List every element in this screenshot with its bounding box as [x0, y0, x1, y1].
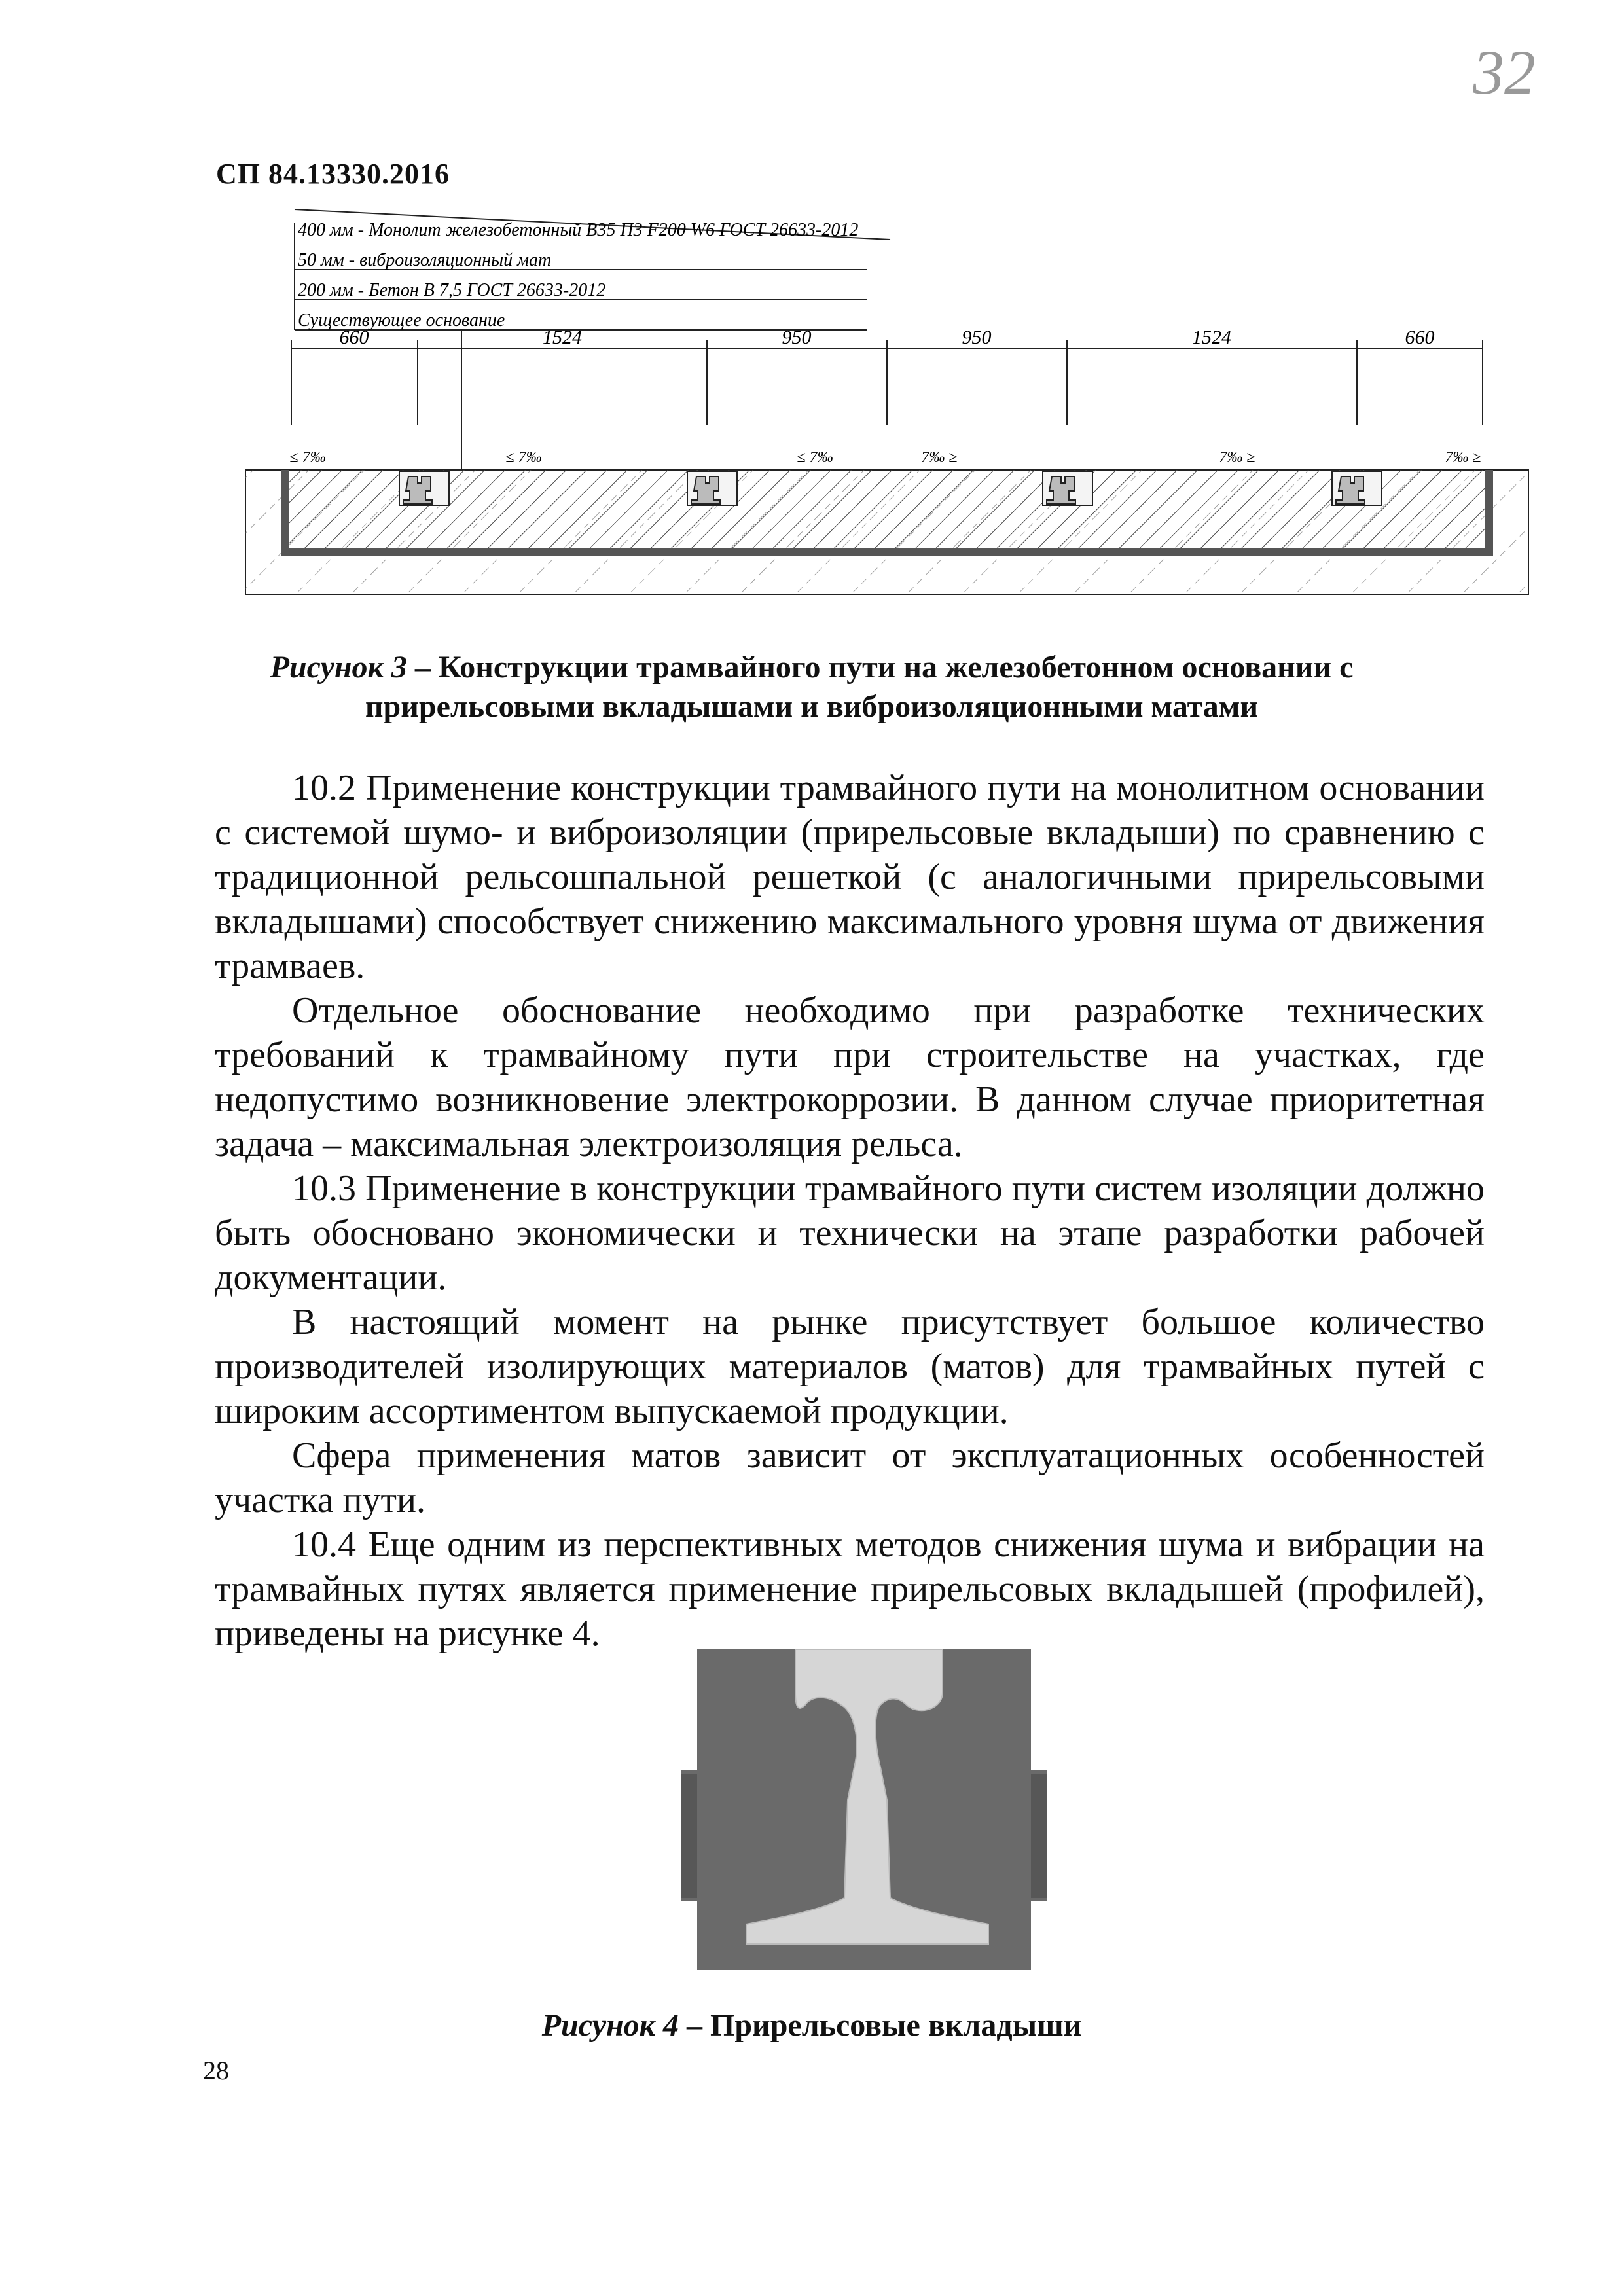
figure-3-caption — [216, 648, 1407, 726]
legend-line-2: 50 мм - виброизоляционный мат — [298, 250, 552, 270]
standard-header: СП 84.13330.2016 — [216, 158, 450, 190]
paragraph-10-4: 10.4 Еще одним из перспективных методов снижения шума и вибрации на трамвайных путях является применение прирельсовых вкладышей (профилей), приведены на рисунке 4. — [215, 1524, 1485, 1654]
dimension-label: 1524 — [543, 327, 582, 348]
rail-insert-photo — [681, 1649, 1047, 2003]
track-cross-section-drawing — [236, 209, 1538, 628]
handwritten-page-mark: 32 — [1473, 37, 1536, 107]
dimension-ticks — [291, 340, 1483, 425]
rail-insert — [1043, 471, 1092, 505]
slope-mark: ≤ 7‰ — [797, 449, 833, 466]
slope-mark: 7‰ ≥ — [1219, 449, 1255, 466]
figure-3 — [236, 209, 1538, 632]
rail-insert — [687, 471, 737, 505]
slope-mark: ≤ 7‰ — [289, 449, 326, 466]
slope-mark: 7‰ ≥ — [921, 449, 958, 466]
slope-mark: 7‰ ≥ — [1445, 449, 1481, 466]
rail-insert — [399, 471, 449, 505]
paragraph-10-3: 10.3 Применение в конструкции трамвайного пути систем изоляции должно быть обосновано экономически и технически на этапе разработки рабочей документации. — [215, 1168, 1485, 1298]
dimension-label: 950 — [962, 327, 992, 348]
body-text — [215, 766, 1485, 1656]
rail-insert — [1332, 471, 1382, 505]
paragraph-electrocorrosion: Отдельное обоснование необходимо при разработке технических требований к трамвайному пути при строительстве на участках, где недопустимо возникновение электрокоррозии. В данном случае приоритетная задача – максимальная электроизоляция рельса. — [215, 990, 1485, 1164]
figure-4-caption-text: – Прирельсовые вкладыши — [679, 2008, 1082, 2043]
figure-4-caption — [216, 2006, 1407, 2045]
dimension-label: 1524 — [1192, 327, 1231, 348]
paragraph-mats-scope: Сфера применения матов зависит от эксплуатационных особенностей участка пути. — [215, 1435, 1485, 1520]
figure-3-caption-text: – Конструкции трамвайного пути на железобетонном основании с прирельсовыми вкладышами и виброизоляционными матами — [365, 650, 1354, 724]
monolith-layer — [285, 470, 1489, 548]
legend-line-3: 200 мм - Бетон В 7,5 ГОСТ 26633-2012 — [298, 280, 606, 300]
figure-4 — [681, 1649, 1047, 2006]
paragraph-10-2: 10.2 Применение конструкции трамвайного пути на монолитном основании с системой шумо- и виброизоляции (прирельсовые вкладыши) по сравнению с традиционной рельсошпальной решеткой (с аналогичными прирельсовыми вкладышами) способствует снижению максимального уровня шума от движения трамваев. — [215, 768, 1485, 986]
dimension-label: 660 — [1405, 327, 1435, 348]
legend-line-1: 400 мм - Монолит железобетонный В35 П3 F200 W6 ГОСТ 26633-2012 — [298, 220, 859, 240]
page-number: 28 — [203, 2056, 229, 2085]
dimension-label: 950 — [782, 327, 812, 348]
figure-3-caption-prefix: Рисунок 3 — [270, 650, 407, 685]
dimension-label: 660 — [339, 327, 369, 348]
paragraph-market: В настоящий момент на рынке присутствует большое количество производителей изолирующих материалов (матов) для трамвайных путей с широким ассортиментом выпускаемой продукции. — [215, 1302, 1485, 1431]
legend-line-4: Существующее основание — [298, 310, 505, 331]
slope-mark: ≤ 7‰ — [505, 449, 542, 466]
figure-4-caption-prefix: Рисунок 4 — [541, 2008, 679, 2043]
